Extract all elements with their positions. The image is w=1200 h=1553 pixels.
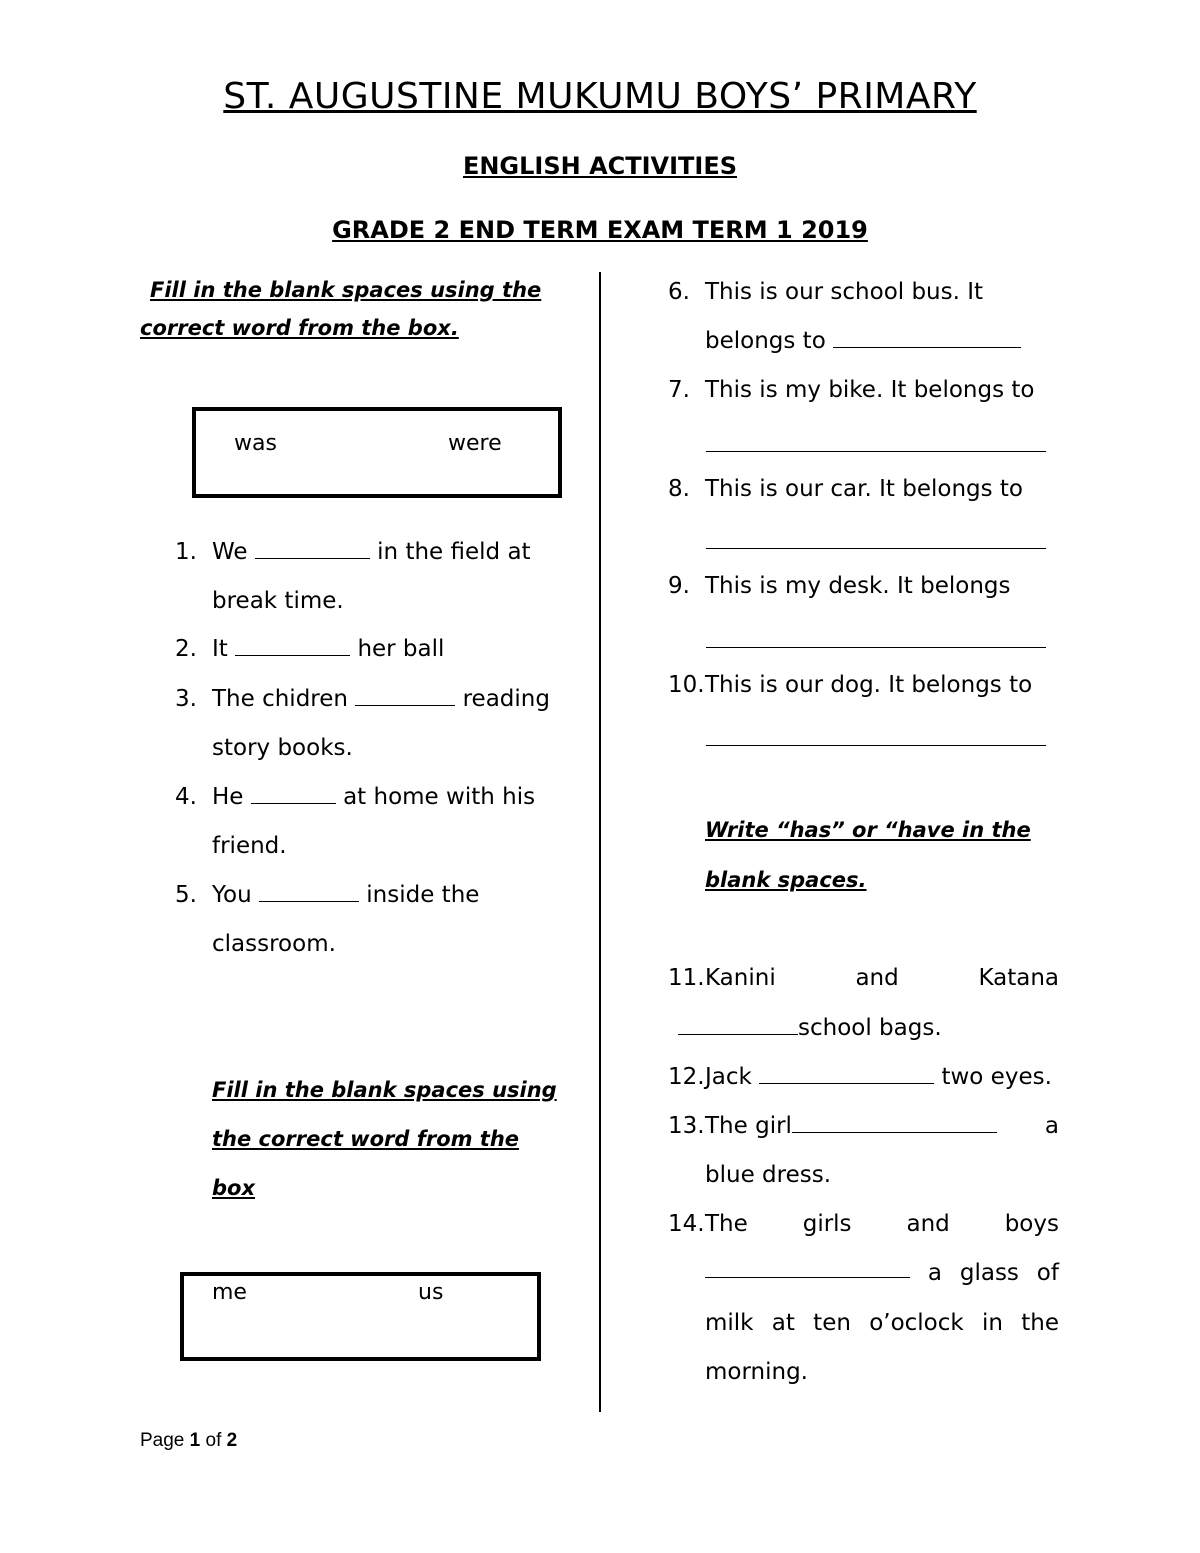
question-text — [212, 675, 550, 724]
section1-instruction-line1: Fill in the blank spaces using the — [150, 278, 542, 302]
page-footer — [140, 1430, 237, 1452]
question-11-number: 11. — [668, 965, 705, 991]
question-number: 2. — [175, 636, 197, 662]
word-box-1 — [192, 407, 562, 498]
answer-blank[interactable] — [251, 783, 336, 804]
question-pre-with-blank — [705, 1102, 997, 1151]
answer-blank[interactable] — [235, 635, 350, 656]
section2-instruction-line3: box — [212, 1176, 256, 1200]
question-text: This is our school bus. It — [705, 279, 984, 305]
question-post: at home with his — [343, 784, 536, 810]
question-number: 4. — [175, 784, 197, 810]
answer-blank[interactable] — [355, 685, 455, 706]
question-pre: The chidren — [212, 686, 348, 712]
question-13-number: 13. — [668, 1113, 705, 1139]
question-number: 3. — [175, 686, 197, 712]
section2-instruction-line2: the correct word from the — [212, 1127, 520, 1151]
question-pre: You — [212, 882, 252, 908]
word: Kanini — [705, 965, 776, 991]
question-text: This is our car. It belongs to — [705, 476, 1024, 502]
subject-title: ENGLISH ACTIVITIES — [462, 152, 738, 180]
question-number: 7. — [668, 377, 690, 403]
answer-blank[interactable] — [833, 327, 1021, 348]
word: o’oclock — [869, 1310, 964, 1336]
word: at — [771, 1310, 795, 1336]
word-box-2 — [180, 1272, 541, 1361]
question-1-cont: break time. — [212, 588, 344, 614]
question-text — [212, 625, 444, 674]
exam-title: GRADE 2 END TERM EXAM TERM 1 2019 — [332, 216, 868, 244]
column-divider — [599, 272, 601, 1412]
section1-instruction-line2: correct word from the box. — [140, 316, 459, 340]
question-post: two eyes. — [941, 1064, 1052, 1090]
question-pre: It — [212, 636, 228, 662]
question-number: 9. — [668, 573, 690, 599]
answer-line[interactable] — [706, 647, 1046, 648]
question-14-line1 — [705, 1200, 1059, 1249]
word: The — [705, 1211, 748, 1237]
answer-blank[interactable] — [792, 1112, 997, 1133]
question-cont: school bags. — [798, 1015, 942, 1041]
question-pre: Jack — [705, 1064, 752, 1090]
page-number: 1 — [189, 1430, 201, 1451]
word: and — [855, 965, 899, 991]
answer-blank[interactable] — [259, 881, 359, 902]
school-name: ST. AUGUSTINE MUKUMU BOYS’ PRIMARY — [223, 76, 977, 117]
question-11-text — [705, 954, 1059, 1003]
page-total: 2 — [226, 1430, 238, 1451]
word: ten — [813, 1310, 851, 1336]
question-14-line3 — [705, 1299, 1059, 1348]
answer-blank[interactable] — [705, 1249, 910, 1278]
question-post: reading — [462, 686, 550, 712]
question-pre: He — [212, 784, 244, 810]
answer-line[interactable] — [706, 548, 1046, 549]
answer-blank[interactable] — [678, 1014, 798, 1035]
word: of — [1036, 1260, 1059, 1286]
question-cont: belongs to — [705, 328, 826, 354]
box-word: were — [448, 431, 502, 456]
word: Katana — [978, 965, 1059, 991]
word: a — [927, 1260, 942, 1286]
question-13-cont: blue dress. — [705, 1162, 832, 1188]
section3-instruction-line1: Write “has” or “have in the — [705, 818, 1031, 842]
question-text — [212, 773, 535, 822]
question-3-cont: story books. — [212, 735, 353, 761]
question-post: her ball — [357, 636, 445, 662]
word: in — [981, 1310, 1003, 1336]
question-14-number: 14. — [668, 1211, 705, 1237]
question-post: a — [1044, 1113, 1059, 1139]
question-pre: The girl — [705, 1113, 792, 1139]
box-word: us — [418, 1280, 444, 1305]
word: glass — [959, 1260, 1019, 1286]
question-14-cont: morning. — [705, 1359, 808, 1385]
answer-blank[interactable] — [759, 1063, 934, 1084]
question-6-cont — [705, 317, 1085, 366]
box-word: me — [212, 1280, 247, 1305]
question-text: This is our dog. It belongs to — [705, 672, 1033, 698]
word: and — [906, 1211, 950, 1237]
question-number: 10. — [668, 672, 705, 698]
word: girls — [802, 1211, 852, 1237]
answer-blank[interactable] — [255, 538, 370, 559]
word: milk — [705, 1310, 754, 1336]
box-word: was — [234, 431, 277, 456]
question-text — [212, 528, 531, 577]
question-number: 1. — [175, 539, 197, 565]
question-number: 8. — [668, 476, 690, 502]
section3-instruction-line2: blank spaces. — [705, 868, 867, 892]
question-4-cont: friend. — [212, 833, 287, 859]
word: boys — [1004, 1211, 1059, 1237]
answer-line[interactable] — [706, 451, 1046, 452]
question-text: This is my bike. It belongs to — [705, 377, 1035, 403]
question-13-text — [705, 1102, 1059, 1151]
question-text — [212, 871, 479, 920]
question-pre: We — [212, 539, 248, 565]
question-number: 12. — [668, 1064, 705, 1090]
question-post: in the field at — [377, 539, 531, 565]
question-post: inside the — [366, 882, 480, 908]
question-text — [705, 1053, 1052, 1102]
question-5-cont: classroom. — [212, 931, 336, 957]
question-number: 5. — [175, 882, 197, 908]
page-label: Page — [140, 1430, 185, 1451]
word: the — [1021, 1310, 1059, 1336]
question-text: This is my desk. It belongs — [705, 573, 1011, 599]
question-11-cont — [678, 1004, 942, 1053]
answer-line[interactable] — [706, 745, 1046, 746]
question-number: 6. — [668, 279, 690, 305]
question-14-line2 — [705, 1249, 1059, 1298]
section2-instruction-line1: Fill in the blank spaces using — [212, 1078, 557, 1102]
of-label: of — [205, 1430, 222, 1451]
